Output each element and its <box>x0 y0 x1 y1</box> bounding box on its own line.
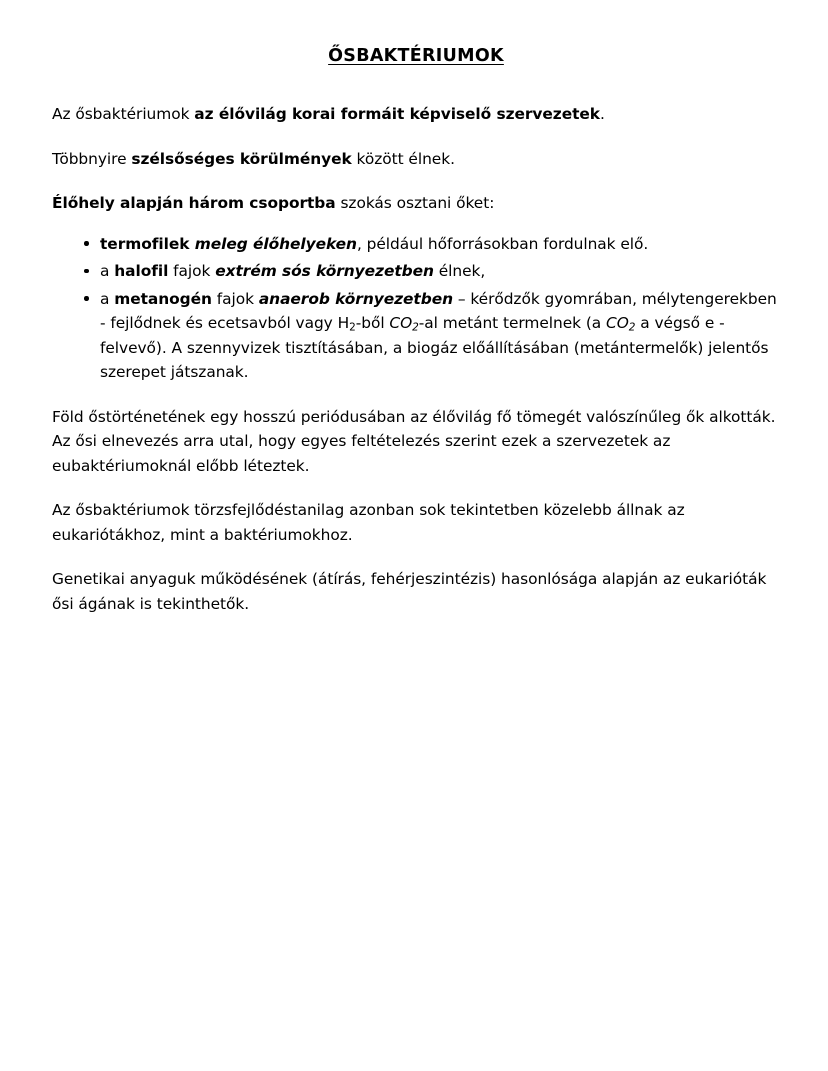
list-item-1-plain-1: fajok <box>168 262 216 280</box>
list-item-0-bold-1: termofilek <box>100 234 195 253</box>
list-item-0-plain-1: , például hőforrásokban fordulnak elő. <box>356 234 649 253</box>
paragraph-phylogeny: Az ősbaktériumok törzsfejlődéstanilag azonban sok tekintetben közelebb állnak az eukariótákhoz, mint a baktériumokhoz. <box>52 501 685 544</box>
spacer-1 <box>52 127 780 147</box>
spacer-6 <box>52 547 780 567</box>
paragraph-habitat-extremes-bold-1: szélsőséges körülmények <box>131 149 352 168</box>
paragraph-intro-bold-1: az élővilág korai formáit képviselő szervezetek <box>194 105 600 123</box>
list-item-2-italic-sub-1: 2 <box>412 321 419 334</box>
spacer-title <box>52 68 780 102</box>
group-list <box>52 232 780 385</box>
list-item-2-plain-4: -al metánt termelnek (a <box>418 314 607 332</box>
list-item-2-bold-1: metanogén <box>114 289 212 308</box>
list-item-text <box>100 287 780 385</box>
list-item-2-plain-0: a <box>100 289 115 308</box>
list-item <box>52 287 780 385</box>
list-item-text <box>100 259 780 284</box>
list-item-2-italic-sub-2: 2 <box>628 321 636 334</box>
spacer-2 <box>52 171 780 191</box>
list-item-2-italic-2: CO <box>606 314 629 332</box>
list-item-2-plain-1: fajok <box>211 289 259 308</box>
paragraph-intro <box>52 102 780 127</box>
paragraph-groups-lead <box>52 191 780 216</box>
paragraph-habitat-extremes-plain-2: között élnek. <box>351 149 455 168</box>
list-item-0-bolditalic-1: meleg élőhelyeken <box>194 234 357 253</box>
bullet-icon <box>84 241 89 246</box>
paragraph-groups-lead-bold-1: Élőhely alapján három csoportba <box>52 194 336 212</box>
list-item-2-italic-1: CO <box>389 314 413 332</box>
paragraph-genetics: Genetikai anyaguk működésének (átírás, fehérjeszintézis) hasonlósága alapján az eukarióták ősi ágának is tekinthetők. <box>52 570 767 613</box>
list-item-text <box>100 232 780 257</box>
bullet-icon <box>84 296 89 301</box>
list-item <box>52 259 780 284</box>
paragraph-habitat-extremes-plain-1: Többnyire <box>52 149 132 168</box>
list-item-1-bolditalic-1: extrém sós környezetben <box>215 262 434 280</box>
list-item <box>52 232 780 257</box>
page-title: ŐSBAKTÉRIUMOK <box>328 46 504 66</box>
list-item-1-plain-0: a <box>100 262 115 280</box>
list-item-1-plain-2: élnek, <box>433 262 486 280</box>
bullet-icon <box>84 269 89 274</box>
list-item-2-sub-1: 2 <box>349 321 356 334</box>
list-item-1-bold-1: halofil <box>114 262 169 280</box>
list-item-2-plain-3: -ből <box>355 314 390 332</box>
paragraph-earth-history: Föld őstörténetének egy hosszú periódusában az élővilág fő tömegét valószínűleg ők alkották. Az ősi elnevezés arra utal, hogy egyes feltételezés szerint ezek a szervezetek az eubaktériumoknál előbb léteztek. <box>52 407 776 475</box>
spacer-4 <box>52 385 780 405</box>
paragraph-intro-plain-2: . <box>599 105 605 123</box>
paragraph-groups-lead-plain-1: szokás osztani őket: <box>335 194 495 212</box>
spacer-3 <box>52 216 780 232</box>
paragraph-intro-plain-1: Az ősbaktériumok <box>52 105 195 123</box>
list-item-2-plain-5: a végső e - felvevő). A szennyvizek tisztításában, a biogáz előállításában (metántermelők) jelentős szerepet játszanak. <box>100 314 769 381</box>
list-item-2-plain-2: – kérődzők gyomrában, mélytengerekben - fejlődnek és ecetsavból vagy H <box>100 289 777 332</box>
list-item-2-bolditalic-1: anaerob környezetben <box>258 289 453 308</box>
paragraph-habitat-extremes <box>52 147 780 172</box>
spacer-5 <box>52 478 780 498</box>
